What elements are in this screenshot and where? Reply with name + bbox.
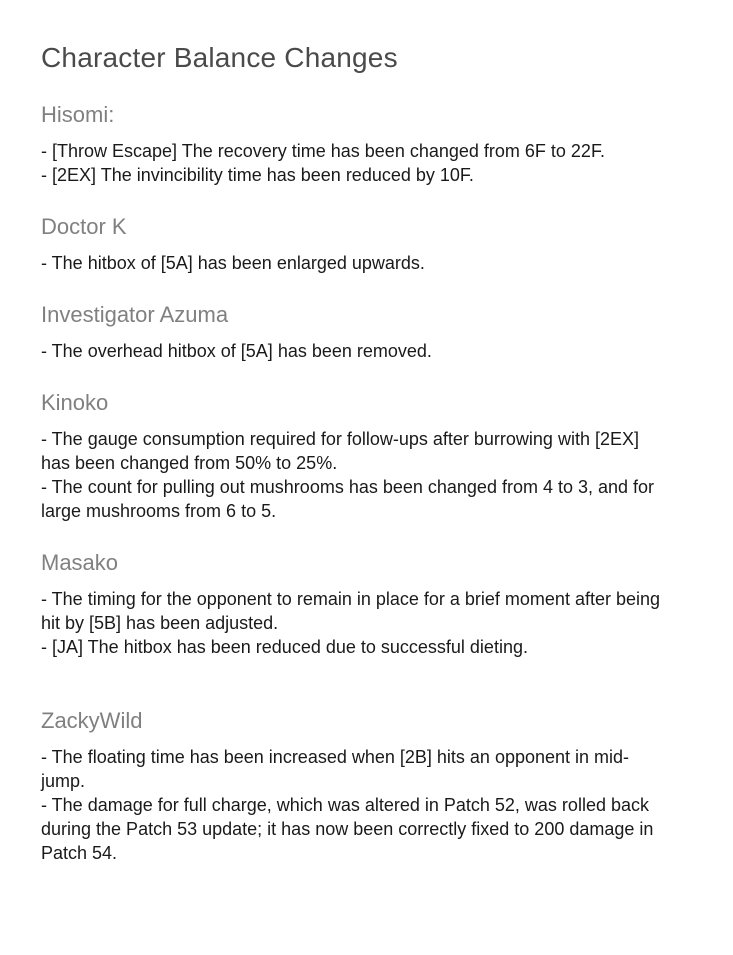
section-investigator-azuma: [41, 301, 668, 363]
change-list: [41, 339, 668, 363]
section-heading-investigator-azuma: Investigator Azuma: [41, 302, 229, 327]
change-entry: - The timing for the opponent to remain in place for a brief moment after being hit by [5B] has been adjusted.: [41, 589, 661, 633]
change-list: [41, 427, 668, 523]
section-heading-zackywild: ZackyWild: [41, 708, 143, 733]
change-entry: - The overhead hitbox of [5A] has been removed.: [41, 341, 432, 361]
change-entry: - The damage for full charge, which was altered in Patch 52, was rolled back during the Patch 53 update; it has now been correctly fixed to 200 damage in Patch 54.: [41, 795, 654, 863]
section-doctor-k: [41, 213, 668, 275]
change-list: [41, 587, 668, 659]
section-heading-hisomi: Hisomi:: [41, 102, 115, 127]
section-heading-kinoko: Kinoko: [41, 390, 109, 415]
change-entry: - The gauge consumption required for follow-ups after burrowing with [2EX] has been changed from 50% to 25%.: [41, 429, 639, 473]
section-kinoko: [41, 389, 668, 523]
change-entry: - [Throw Escape] The recovery time has been changed from 6F to 22F.: [41, 141, 605, 161]
section-masako: [41, 549, 668, 659]
change-entry: - The hitbox of [5A] has been enlarged upwards.: [41, 253, 425, 273]
section-zackywild: [41, 707, 668, 865]
change-list: [41, 251, 668, 275]
section-heading-masako: Masako: [41, 550, 119, 575]
section-heading-doctor-k: Doctor K: [41, 214, 127, 239]
change-list: [41, 139, 668, 187]
change-entry: - The count for pulling out mushrooms has been changed from 4 to 3, and for large mushrooms from 6 to 5.: [41, 477, 655, 521]
page-title: Character Balance Changes: [41, 42, 398, 73]
change-entry: - [2EX] The invincibility time has been reduced by 10F.: [41, 165, 474, 185]
change-entry: - [JA] The hitbox has been reduced due to successful dieting.: [41, 637, 528, 657]
change-list: [41, 745, 668, 865]
change-entry: - The floating time has been increased when [2B] hits an opponent in mid-jump.: [41, 747, 630, 791]
section-hisomi: [41, 101, 668, 187]
